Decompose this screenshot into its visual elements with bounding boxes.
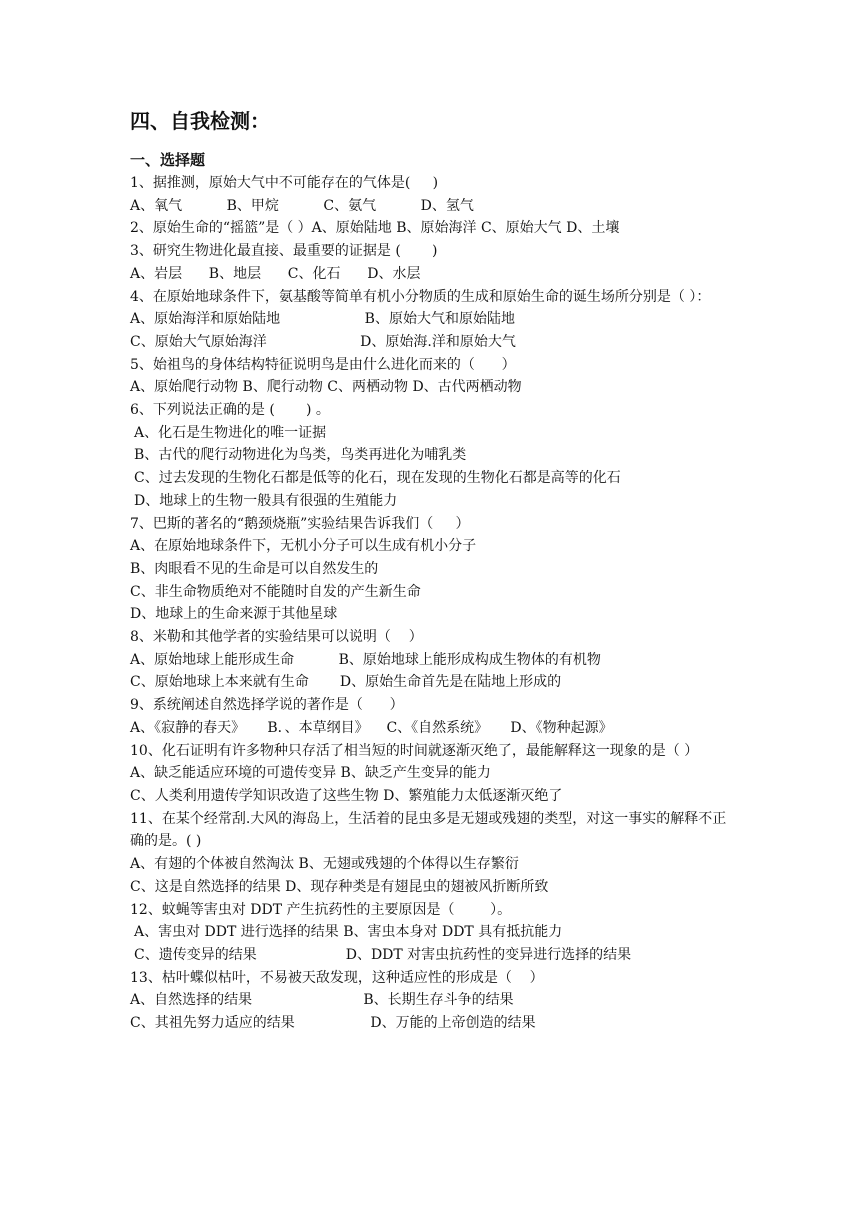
question-2: 2、原始生命的“摇篮”是（ ）A、原始陆地 B、原始海洋 C、原始大气 D、土壤 — [130, 220, 620, 237]
question-7: 7、巴斯的著名的“鹅颈烧瓶”实验结果告诉我们（ ） — [130, 515, 470, 532]
section-title: 四、自我检测： — [130, 109, 270, 133]
question-9: 9、系统阐述自然选择学说的著作是（ ） — [130, 697, 404, 714]
option-7b: B、肉眼看不见的生命是可以自然发生的 — [130, 560, 379, 577]
options-13-ab: A、自然选择的结果 B、长期生存斗争的结果 — [130, 992, 514, 1009]
options-8-ab: A、原始地球上能形成生命 B、原始地球上能形成构成生物体的有机物 — [130, 651, 601, 668]
options-4-ab: A、原始海洋和原始陆地 B、原始大气和原始陆地 — [130, 311, 515, 328]
question-12: 12、蚊蝇等害虫对 DDT 产生抗药性的主要原因是（ ）。 — [130, 901, 512, 918]
question-6: 6、下列说法正确的是 ( ) 。 — [130, 402, 330, 419]
question-5: 5、始祖鸟的身体结构特征说明鸟是由什么进化而来的（ ） — [130, 356, 516, 373]
question-11: 11、在某个经常刮.大风的海岛上，生活着的昆虫多是无翅或残翅的类型，对这一事实的解释不正确的是。( ) — [130, 810, 727, 850]
options-5: A、原始爬行动物 B、爬行动物 C、两栖动物 D、古代两栖动物 — [130, 379, 522, 396]
options-13-cd: C、其祖先努力适应的结果 D、万能的上帝创造的结果 — [130, 1015, 536, 1032]
options-12-ab: A、害虫对 DDT 进行选择的结果 B、害虫本身对 DDT 具有抵抗能力 — [134, 924, 563, 941]
options-12-cd: C、遗传变异的结果 D、DDT 对害虫抗药性的变异进行选择的结果 — [134, 946, 632, 963]
option-7d: D、地球上的生命来源于其他星球 — [130, 606, 338, 623]
option-6a: A、化石是生物进化的唯一证据 — [134, 424, 327, 441]
options-11-cd: C、这是自然选择的结果 D、现存种类是有翅昆虫的翅被风折断所致 — [130, 878, 549, 895]
options-10-cd: C、人类利用遗传学知识改造了这些生物 D、繁殖能力太低逐渐灭绝了 — [130, 787, 563, 804]
option-7a: A、在原始地球条件下，无机小分子可以生成有机小分子 — [130, 538, 477, 555]
option-6c: C、过去发现的生物化石都是低等的化石，现在发现的生物化石都是高等的化石 — [134, 470, 621, 487]
option-7c: C、非生命物质绝对不能随时自发的产生新生命 — [130, 583, 421, 600]
question-1: 1、据推测，原始大气中不可能存在的气体是( ) — [130, 175, 439, 191]
options-8-cd: C、原始地球上本来就有生命 D、原始生命首先是在陆地上形成的 — [130, 674, 562, 691]
question-10: 10、化石证明有许多物种只存活了相当短的时间就逐渐灭绝了，最能解释这一现象的是（ ） — [130, 742, 699, 759]
options-10-ab: A、缺乏能适应环境的可遗传变异 B、缺乏产生变异的能力 — [130, 765, 491, 782]
question-13: 13、枯叶蝶似枯叶，不易被天敌发现，这种适应性的形成是（ ） — [130, 969, 544, 986]
options-1: A、氧气 B、甲烷 C、氨气 D、氢气 — [130, 197, 474, 214]
options-9: A、《寂静的春天》 B．、本草纲目》 C、《自然系统》 D、《物种起源》 — [130, 719, 613, 736]
question-4: 4、在原始地球条件下，氨基酸等简单有机小分物质的生成和原始生命的诞生场所分别是（ ）： — [130, 288, 711, 305]
options-4-cd: C、原始大气原始海洋 D、原始海.洋和原始大气 — [130, 333, 516, 350]
question-3: 3、研究生物进化最直接、最重要的证据是 ( ) — [130, 243, 438, 260]
option-6b: B、古代的爬行动物进化为鸟类，鸟类再进化为哺乳类 — [134, 447, 467, 464]
document-page — [130, 108, 740, 1035]
subsection-title: 一、选择题 — [130, 151, 206, 169]
options-3: A、岩层 B、地层 C、化石 D、水层 — [130, 265, 421, 282]
options-11-ab: A、有翅的个体被自然淘汰 B、无翅或残翅的个体得以生存繁衍 — [130, 856, 519, 873]
question-8: 8、米勒和其他学者的实验结果可以说明（ ） — [130, 629, 423, 646]
option-6d: D、地球上的生物一般具有很强的生殖能力 — [134, 492, 398, 509]
